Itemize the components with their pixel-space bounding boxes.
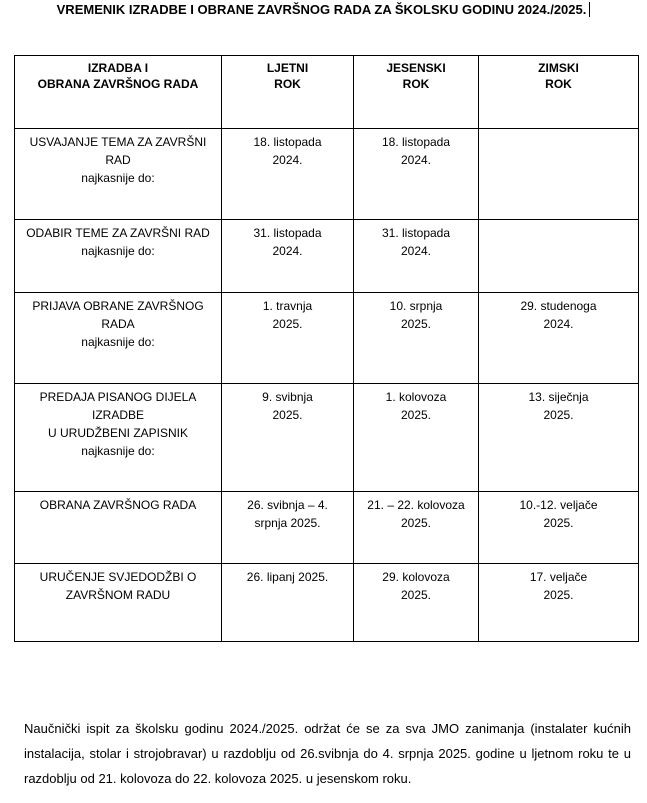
document-title bbox=[0, 2, 647, 17]
row-label-line1: ODABIR TEME ZA ZAVRŠNI RAD bbox=[26, 226, 210, 240]
header-summer-term bbox=[222, 56, 354, 129]
table-cell bbox=[479, 293, 639, 384]
header-corner-line1: IZRADBA I bbox=[87, 61, 149, 75]
row-label-final-defense bbox=[15, 492, 222, 564]
table-cell bbox=[222, 293, 354, 384]
cell-line2: 2025. bbox=[400, 516, 432, 530]
cell-line1: 1. kolovoza bbox=[385, 390, 447, 404]
cell-line2: 2025. bbox=[400, 588, 432, 602]
row-label-line1: OBRANA ZAVRŠNOG RADA bbox=[39, 498, 197, 512]
row-label-certificate-delivery bbox=[15, 564, 222, 642]
row-label-line1: URUČENJE SVJEDODŽBI O ZAVRŠNOM RADU bbox=[39, 570, 197, 602]
cell-line1: 18. listopada bbox=[253, 135, 322, 149]
header-col-line1: JESENSKI bbox=[386, 61, 446, 75]
cell-line2: 2025. bbox=[543, 516, 574, 530]
cell-line2: 2024. bbox=[272, 244, 303, 258]
table-cell bbox=[354, 293, 479, 384]
cell-line2: 2024. bbox=[543, 317, 574, 331]
row-label-line2: U URUDŽBENI ZAPISNIK bbox=[47, 426, 188, 440]
table-row bbox=[15, 129, 639, 220]
row-label-line3: najkasnije do: bbox=[81, 171, 155, 185]
cell-line2: 2025. bbox=[400, 408, 432, 422]
document-title-text: VREMENIK IZRADBE I OBRANE ZAVRŠNOG RADA ZA ŠKOLSKU GODINU 2024./2025. bbox=[56, 2, 587, 17]
row-label-line3: najkasnije do: bbox=[81, 244, 155, 258]
row-label-line1: PRIJAVA OBRANE ZAVRŠNOG RADA bbox=[32, 299, 204, 331]
cell-line1: 29. kolovoza bbox=[382, 570, 450, 584]
text-cursor bbox=[589, 2, 590, 17]
table-header-row bbox=[15, 56, 639, 129]
header-winter-term bbox=[479, 56, 639, 129]
table-cell bbox=[354, 384, 479, 492]
table-cell bbox=[354, 129, 479, 220]
table-cell bbox=[354, 220, 479, 293]
table-cell bbox=[354, 492, 479, 564]
table-cell bbox=[354, 564, 479, 642]
table-cell bbox=[479, 129, 639, 220]
header-col-line2: ROK bbox=[274, 77, 301, 91]
table-cell bbox=[479, 384, 639, 492]
cell-line2: 2025. bbox=[272, 317, 303, 331]
cell-line2: 2025. bbox=[543, 408, 574, 422]
cell-line1: 31. listopada bbox=[381, 226, 451, 240]
row-label-line3: najkasnije do: bbox=[81, 335, 155, 349]
cell-line2: 2025. bbox=[543, 588, 574, 602]
table-row bbox=[15, 492, 639, 564]
cell-line2: 2024. bbox=[400, 244, 432, 258]
table-cell bbox=[222, 220, 354, 293]
row-label-defense-registration bbox=[15, 293, 222, 384]
cell-line2: 2025. bbox=[272, 408, 303, 422]
table-row bbox=[15, 220, 639, 293]
cell-line1: 10.-12. veljače bbox=[519, 498, 598, 512]
header-col-line1: ZIMSKI bbox=[538, 61, 579, 75]
table-cell bbox=[479, 492, 639, 564]
cell-line1: 17. veljače bbox=[529, 570, 588, 584]
table-cell bbox=[222, 384, 354, 492]
cell-line2: 2024. bbox=[400, 153, 432, 167]
table-row bbox=[15, 564, 639, 642]
cell-line1: 26. lipanj 2025. bbox=[246, 570, 329, 584]
cell-line2: 2025. bbox=[400, 317, 432, 331]
header-col-line2: ROK bbox=[402, 77, 430, 91]
apprentice-exam-note: Naučnički ispit za školsku godinu 2024./2025. održat će se za sva JMO zanimanja (instalater kućnih instalacija, stolar i strojobravar) u razdoblju od 26.svibnja do 4. srpnja 2025. godine u ljetnom roku te u razdoblju od 21. kolovoza do 22. kolovoza 2025. u jesenskom roku. bbox=[24, 721, 631, 786]
header-corner-line2: OBRANA ZAVRŠNOG RADA bbox=[37, 77, 199, 91]
table-row bbox=[15, 293, 639, 384]
cell-line1: 10. srpnja bbox=[389, 299, 443, 313]
cell-line1: 1. travnja bbox=[262, 299, 313, 313]
row-label-line3: najkasnije do: bbox=[81, 444, 155, 458]
header-autumn-term bbox=[354, 56, 479, 129]
row-label-topic-approval bbox=[15, 129, 222, 220]
cell-line1: 26. svibnja – 4. bbox=[247, 498, 328, 512]
row-label-topic-selection bbox=[15, 220, 222, 293]
header-col-line1: LJETNI bbox=[266, 61, 309, 75]
row-label-written-part-submission bbox=[15, 384, 222, 492]
header-corner-cell bbox=[15, 56, 222, 129]
table-row bbox=[15, 384, 639, 492]
table-cell bbox=[222, 492, 354, 564]
table-cell bbox=[479, 564, 639, 642]
cell-line1: 31. listopada bbox=[253, 226, 322, 240]
table-cell bbox=[222, 129, 354, 220]
cell-line2: srpnja 2025. bbox=[254, 516, 321, 530]
cell-line2: 2024. bbox=[272, 153, 303, 167]
header-col-line2: ROK bbox=[545, 77, 572, 91]
cell-line1: 21. – 22. kolovoza bbox=[367, 498, 465, 512]
table-cell bbox=[479, 220, 639, 293]
cell-line1: 9. svibnja bbox=[262, 390, 313, 404]
schedule-table bbox=[14, 55, 639, 642]
row-label-line1: USVAJANJE TEMA ZA ZAVRŠNI RAD bbox=[29, 135, 207, 167]
row-label-line1: PREDAJA PISANOG DIJELA IZRADBE bbox=[39, 390, 197, 422]
cell-line1: 18. listopada bbox=[381, 135, 451, 149]
cell-line1: 13. siječnja bbox=[528, 390, 589, 404]
table-cell bbox=[222, 564, 354, 642]
cell-line1: 29. studenoga bbox=[520, 299, 597, 313]
